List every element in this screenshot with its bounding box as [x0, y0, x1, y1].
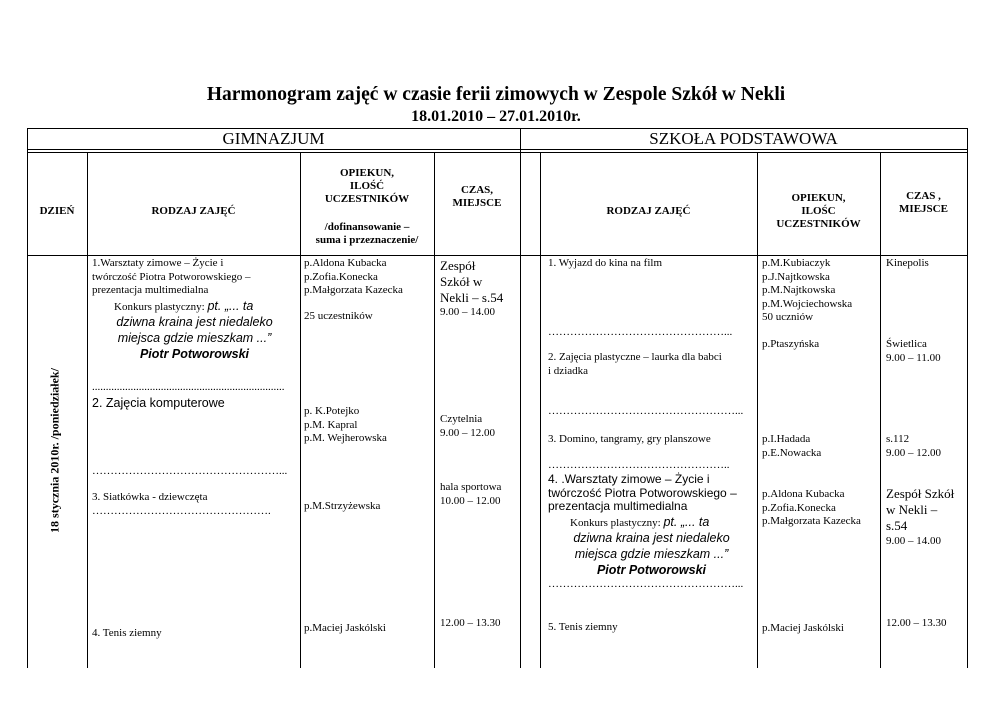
- sp-activity-1-dots: …………………………………………...: [548, 326, 733, 338]
- sp-activity-2-guardian: p.Ptaszyńska: [762, 338, 820, 350]
- activity-2: 2. Zajęcia komputerowe: [92, 396, 225, 410]
- sp-activity-4-time: 9.00 – 14.00: [886, 535, 941, 547]
- section-podstawowa: SZKOŁA PODSTAWOWA: [649, 129, 838, 148]
- date-range: 18.01.2010 – 27.01.2010r.: [411, 108, 581, 125]
- sp-activity-4-place: Zespół Szkół w Nekli – s.54: [886, 486, 955, 533]
- header-time-sp: CZAS , MIEJSCE: [899, 190, 948, 215]
- sp-activity-1-guardians: p.M.Kubiaczyk p.J.Najtkowska p.M.Najtkowska p.M.Wojciechowska 50 uczniów: [762, 257, 853, 323]
- sp-activity-3-guardians: p.I.Hadada p.E.Nowacka: [762, 433, 822, 459]
- sp-activity-5-time: 12.00 – 13.30: [886, 617, 947, 629]
- sp-activity-5: 5. Tenis ziemny: [548, 621, 618, 633]
- sp-activity-1-place: Kinepolis: [886, 257, 929, 269]
- header-time: CZAS, MIEJSCE: [452, 184, 502, 209]
- sp-activity-5-guardian: p.Maciej Jaskólski: [762, 622, 844, 634]
- activity-4-guardian: p.Maciej Jaskólski: [304, 622, 386, 634]
- header-guardian-sp: OPIEKUN, ILOŚC UCZESTNIKÓW: [776, 192, 861, 230]
- activity-1-count: 25 uczestników: [304, 310, 373, 322]
- sp-activity-1: 1. Wyjazd do kina na film: [548, 257, 662, 269]
- activity-1: 1.Warsztaty zimowe – Życie i twórczość Piotra Potworowskiego – prezentacja multimedialna Konkurs plastyczny: pt. „... ta dziwna kraina jest niedaleko miejsca gdzie mieszkam ...” Piotr Potworowski: [92, 257, 273, 361]
- sp-activity-3-dots: …………………………………………..: [548, 459, 730, 471]
- activity-3-guardian: p.M.Strzyżewska: [304, 500, 381, 512]
- sp-activity-4-guardians: p.Aldona Kubacka p.Zofia.Konecka p.Małgorzata Kazecka: [762, 488, 861, 527]
- activity-4: 4. Tenis ziemny: [92, 627, 162, 639]
- sp-activity-2: 2. Zajęcia plastyczne – laurka dla babci i dziadka: [548, 351, 722, 377]
- activity-1-place: Zespół Szkół w Nekli – s.54: [440, 258, 504, 305]
- activity-4-time: 12.00 – 13.30: [440, 617, 501, 629]
- activity-2-guardians: p. K.Potejko p.M. Kapral p.M. Wejherowska: [304, 405, 387, 444]
- header-guardian: OPIEKUN, ILOŚĆ UCZESTNIKÓW /dofinansowanie – suma i przeznaczenie/: [315, 167, 419, 246]
- sp-activity-2-place: Świetlica 9.00 – 11.00: [886, 338, 941, 364]
- activity-1-time: 9.00 – 14.00: [440, 306, 495, 318]
- activity-3-dots: ………………………………………….: [92, 505, 271, 517]
- activity-3: 3. Siatkówka - dziewczęta: [92, 491, 208, 503]
- section-gimnazjum: GIMNAZJUM: [222, 129, 325, 148]
- sp-activity-3: 3. Domino, tangramy, gry planszowe: [548, 433, 711, 445]
- activity-1-guardians: p.Aldona Kubacka p.Zofia.Konecka p.Małgorzata Kazecka: [304, 257, 403, 296]
- header-activity-sp: RODZAJ ZAJĘĆ: [606, 205, 691, 217]
- activity-2-dots: ……………………………………………...: [92, 465, 288, 477]
- sp-activity-2-dots: ……………………………………………...: [548, 405, 744, 417]
- day-label: 18 stycznia 2010r. /poniedziałek/: [47, 368, 62, 533]
- sp-activity-3-place: s.112 9.00 – 12.00: [886, 433, 941, 459]
- sp-activity-4: 4. .Warsztaty zimowe – Życie i twórczość Piotra Potworowskiego – prezentacja multimedialna Konkurs plastyczny: pt. „... ta dziwna kraina jest niedaleko miejsca gdzie mieszkam ...” Piotr Potworowski ……………………………………………...: [548, 472, 744, 590]
- activity-2-place: Czytelnia 9.00 – 12.00: [440, 413, 495, 439]
- document-title: Harmonogram zajęć w czasie ferii zimowych w Zespole Szkół w Nekli: [206, 84, 786, 105]
- header-activity: RODZAJ ZAJĘĆ: [151, 205, 236, 217]
- header-day: DZIEŃ: [39, 205, 75, 217]
- activity-1-dots: ......................................................................: [92, 381, 285, 393]
- activity-3-place: hala sportowa 10.00 – 12.00: [440, 481, 502, 507]
